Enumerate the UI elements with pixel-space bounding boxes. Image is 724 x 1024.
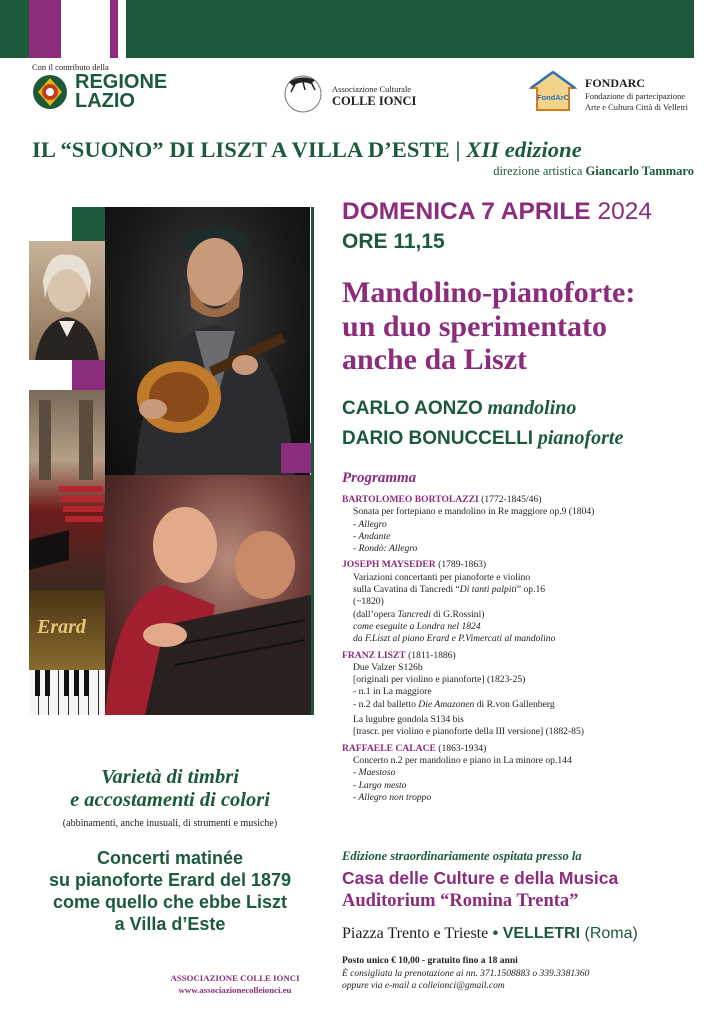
- erard-logo: Erard: [37, 616, 86, 638]
- programme-line: Due Valzer S126b: [353, 661, 423, 673]
- concert-hall-photo: [29, 390, 105, 590]
- programme-movement: - Andante: [353, 530, 391, 542]
- piano-keys-photo: [29, 670, 105, 715]
- colle-ionci-logo: [332, 84, 416, 109]
- event-date: [342, 198, 652, 226]
- performer-1-name: CARLO AONZO: [342, 398, 483, 419]
- festival-title: [32, 137, 582, 163]
- venue-name-line1: Casa delle Culture e della Musica: [342, 868, 619, 888]
- variety-line1: Varietà di timbri: [101, 766, 239, 788]
- ticket-price: Posto unico € 10,00 - gratuito fino a 18 anni: [342, 956, 518, 966]
- performer-1: [342, 397, 576, 420]
- composer-calace: [342, 743, 702, 755]
- programme-line: [originali per violino e pianoforte] (1823-25): [353, 674, 526, 686]
- fondarc-subtitle-1: Fondazione di partecipazione: [585, 91, 686, 101]
- regione-lazio-emblem-icon: [32, 74, 68, 110]
- top-green-band: [126, 0, 694, 58]
- programme-movement: - Allegro non troppo: [353, 791, 432, 803]
- concerts-line4: a Villa d’Este: [114, 914, 226, 934]
- programme-movement: - Maestoso: [353, 767, 396, 779]
- venue-street: Piazza Trento e Trieste: [342, 925, 489, 942]
- concert-title: [342, 276, 635, 377]
- event-time: ORE 11,15: [342, 230, 445, 253]
- top-green-bar: [0, 0, 29, 58]
- top-purple-bar: [29, 0, 61, 58]
- concert-title-line1: Mandolino-pianoforte:: [342, 276, 636, 309]
- composer-liszt: [342, 650, 702, 662]
- colle-ionci-name: COLLE IONCI: [332, 94, 417, 108]
- venue-city: VELLETRI: [502, 925, 581, 942]
- composer-bortolazzi: [342, 494, 702, 506]
- event-date-day: DOMENICA 7 APRILE: [342, 198, 591, 225]
- composer-name: FRANZ LISZT: [342, 649, 406, 661]
- fondarc-logo-text: FondArC: [537, 93, 570, 102]
- booking-email[interactable]: oppure via e-mail a colleionci@gmail.com: [342, 981, 505, 991]
- address-bullet: •: [488, 925, 503, 942]
- programme-movement: - Allegro: [353, 518, 387, 530]
- composer-mayseder: [342, 559, 702, 571]
- performer-1-instrument: mandolino: [487, 397, 577, 419]
- venue-region: (Roma): [580, 925, 638, 942]
- concert-title-line3: anche da Liszt: [342, 343, 528, 376]
- collage-purple-block-right: [281, 443, 311, 473]
- programme-line: - n.2 dal balletto Die Amazonen di R.von Gallenberg: [353, 698, 555, 710]
- venue-name-line2: Auditorium “Romina Trenta”: [342, 891, 579, 911]
- composer-dates: (1811-1886): [405, 649, 456, 661]
- programme-list: [342, 494, 702, 804]
- venue-name: [342, 867, 618, 913]
- programme-line: (dall’opera Tancredi di G.Rossini): [353, 608, 485, 620]
- ticket-info: [342, 955, 702, 993]
- programme-line: Concerto n.2 per mandolino e piano in La minore op.144: [353, 754, 572, 766]
- director-name: Giancarlo Tammaro: [585, 164, 694, 178]
- concert-title-line2: un duo sperimentato: [342, 309, 608, 343]
- top-purple-stripe: [110, 0, 118, 58]
- collage-green-bar-right: [311, 207, 314, 715]
- composer-dates: (1789-1863): [435, 559, 487, 571]
- variety-line2: e accostamenti di colori: [70, 789, 270, 811]
- programme-line: (~1820): [353, 596, 384, 608]
- programme-line: - n.1 in La maggiore: [353, 686, 432, 698]
- association-website[interactable]: www.associazionecolleionci.eu: [178, 985, 292, 995]
- programme-movement: - Largo mesto: [353, 779, 407, 791]
- programme-line: Variazioni concertanti per pianoforte e violino: [353, 571, 531, 583]
- concerts-line1: Concerti matinée: [96, 848, 244, 868]
- variety-heading: [20, 766, 320, 812]
- programme-line: da F.Liszt al piano Erard e P.Vimercati al mandolino: [353, 633, 556, 645]
- sponsor-label: Con il contributo della: [32, 62, 109, 72]
- event-year: 2024: [597, 198, 652, 225]
- liszt-portrait: [29, 241, 105, 360]
- programme-line: La lugubre gondola S134 bis: [353, 714, 464, 726]
- composer-name: JOSEPH MAYSEDER: [342, 559, 436, 571]
- mandolinist-photo: [105, 207, 310, 475]
- booking-phone: È consigliata la prenotazione ai nn. 371.1508883 o 339.3381360: [342, 968, 590, 979]
- fondarc-subtitle-2: Arte e Cultura Città di Velletri: [585, 101, 689, 112]
- colle-ionci-label: Associazione Culturale: [332, 84, 412, 94]
- regione-line1: REGIONE: [75, 71, 168, 93]
- association-name: ASSOCIAZIONE COLLE IONCI: [170, 973, 300, 983]
- duo-photo: [105, 475, 311, 715]
- venue-address: [342, 925, 638, 943]
- collage-purple-block: [72, 360, 106, 390]
- composer-dates: (1772-1845/46): [478, 494, 542, 505]
- variety-note: (abbinamenti, anche inusuali, di strumenti e musiche): [62, 818, 278, 829]
- programme-line: sulla Cavatina di Tancredi “Di tanti palpiti” op.16: [353, 584, 546, 596]
- direction-label: direzione artistica: [493, 164, 586, 178]
- composer-name: BARTOLOMEO BORTOLAZZI: [342, 494, 479, 505]
- programme-movement: - Rondò: Allegro: [353, 543, 418, 555]
- programme-line: Sonata per fortepiano e mandolino in Re maggiore op.9 (1804): [353, 506, 595, 518]
- performer-2-instrument: pianoforte: [537, 427, 624, 449]
- association-footer: [140, 972, 330, 996]
- programme-line: come eseguite a Londra nel 1824: [353, 620, 481, 632]
- concerts-line3: come quello che ebbe Liszt: [52, 892, 288, 912]
- artistic-direction: [493, 164, 694, 179]
- title-separator: |: [449, 137, 467, 162]
- concerts-description: [20, 847, 320, 935]
- performer-2-name: DARIO BONUCCELLI: [342, 428, 534, 449]
- programme-line: [trascr. per violino e pianoforte della III versione] (1882-85): [353, 726, 584, 738]
- fondarc-house-logo-icon: [529, 70, 577, 112]
- regione-line2: LAZIO: [75, 90, 135, 112]
- programme-heading: Programma: [342, 470, 417, 486]
- festival-edition: XII edizione: [466, 137, 582, 162]
- composer-dates: (1863-1934): [435, 742, 487, 754]
- grasshopper-seal-icon: [281, 70, 325, 114]
- fondarc-name: FONDARC: [585, 76, 645, 90]
- performer-2: [342, 427, 623, 450]
- concerts-line2: su pianoforte Erard del 1879: [48, 870, 292, 890]
- erard-piano-photo: [29, 590, 105, 670]
- fondarc-block: [585, 76, 688, 112]
- festival-name: IL “SUONO” DI LISZT A VILLA D’ESTE: [32, 137, 450, 162]
- composer-name: RAFFAELE CALACE: [342, 742, 436, 754]
- venue-intro: Edizione straordinariamente ospitata presso la: [342, 849, 582, 863]
- regione-lazio-logo: [75, 73, 167, 111]
- collage-green-block-top: [72, 207, 106, 241]
